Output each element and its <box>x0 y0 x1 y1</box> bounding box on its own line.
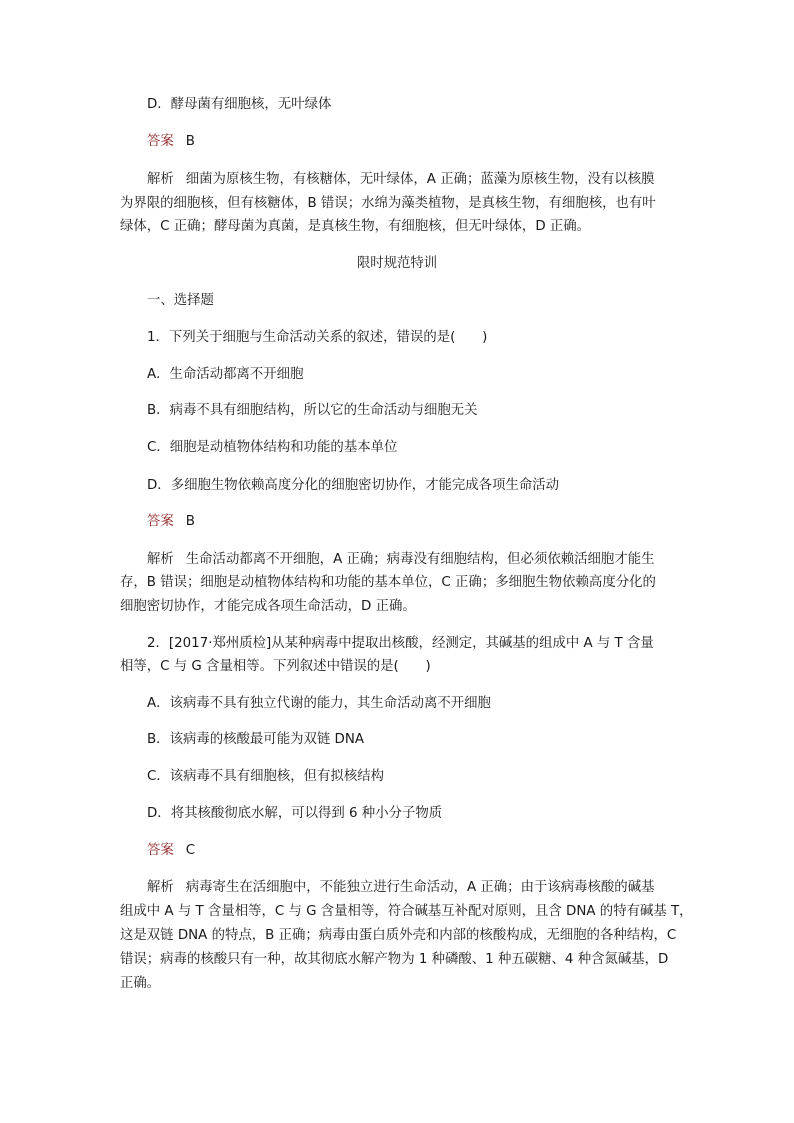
answer-value: B <box>185 134 195 149</box>
analysis-line: 这是双链 DNA 的特点，B 正确；病毒由蛋白质外壳和内部的核酸构成，无细胞的各种结构，C <box>120 928 677 943</box>
question-stem: 相等，C 与 G 含量相等。下列叙述中错误的是( ) <box>120 659 431 674</box>
question-stem: 1．下列关于细胞与生命活动关系的叙述，错误的是( ) <box>147 330 488 345</box>
question-stem: 2．[2017·郑州质检]从某种病毒中提取出核酸，经测定，其碱基的组成中 A 与 T 含量 <box>147 636 654 651</box>
answer-label: 答案 <box>147 134 174 149</box>
answer-row <box>147 132 195 152</box>
answer-row <box>147 512 195 532</box>
analysis-line: 细胞密切协作，才能完成各项生命活动，D 正确。 <box>120 599 416 614</box>
analysis-line: 解析 生命活动都离不开细胞，A 正确；病毒没有细胞结构，但必须依赖活细胞才能生 <box>147 552 655 567</box>
answer-value: C <box>185 843 196 858</box>
analysis-line: 正确。 <box>120 976 161 991</box>
option-b: B．该病毒的核酸最可能为双链 DNA <box>147 732 365 747</box>
analysis-line: 解析 病毒寄生在活细胞中，不能独立进行生命活动，A 正确；由于该病毒核酸的碱基 <box>147 880 655 895</box>
option-a: A．该病毒不具有独立代谢的能力，其生命活动离不开细胞 <box>147 696 491 711</box>
answer-value: B <box>185 514 195 529</box>
analysis-label: 解析 <box>147 552 174 567</box>
section-title: 限时规范特训 <box>356 256 438 271</box>
option-a: A．生命活动都离不开细胞 <box>147 367 304 382</box>
analysis-line: 解析 细菌为原核生物，有核糖体，无叶绿体，A 正确；蓝藻为原核生物，没有以核膜 <box>147 172 655 187</box>
answer-row <box>147 841 195 861</box>
part-heading: 一、选择题 <box>147 293 214 308</box>
analysis-label: 解析 <box>147 880 174 895</box>
analysis-line: 为界限的细胞核，但有核糖体，B 错误；水绵为藻类植物，是真核生物，有细胞核，也有叶 <box>120 196 656 211</box>
analysis-label: 解析 <box>147 172 174 187</box>
option-d: D．多细胞生物依赖高度分化的细胞密切协作，才能完成各项生命活动 <box>147 478 560 493</box>
option-c: C．细胞是动植物体结构和功能的基本单位 <box>147 440 398 455</box>
analysis-line: 组成中 A 与 T 含量相等，C 与 G 含量相等，符合碱基互补配对原则，且含 DNA 的特有碱基 T， <box>120 904 693 919</box>
option-d: D．酵母菌有细胞核，无叶绿体 <box>147 97 332 112</box>
option-b: B．病毒不具有细胞结构，所以它的生命活动与细胞无关 <box>147 403 478 418</box>
option-d: D．将其核酸彻底水解，可以得到 6 种小分子物质 <box>147 806 443 821</box>
analysis-line: 绿体，C 正确；酵母菌为真菌，是真核生物，有细胞核，但无叶绿体，D 正确。 <box>120 219 591 234</box>
answer-label: 答案 <box>147 514 174 529</box>
analysis-line: 错误；病毒的核酸只有一种，故其彻底水解产物为 1 种磷酸、1 种五碳糖、4 种含氮碱基，D <box>120 952 669 967</box>
analysis-line: 存，B 错误；细胞是动植物体结构和功能的基本单位，C 正确；多细胞生物依赖高度分化的 <box>120 575 656 590</box>
option-c: C．该病毒不具有细胞核，但有拟核结构 <box>147 769 384 784</box>
answer-label: 答案 <box>147 843 174 858</box>
